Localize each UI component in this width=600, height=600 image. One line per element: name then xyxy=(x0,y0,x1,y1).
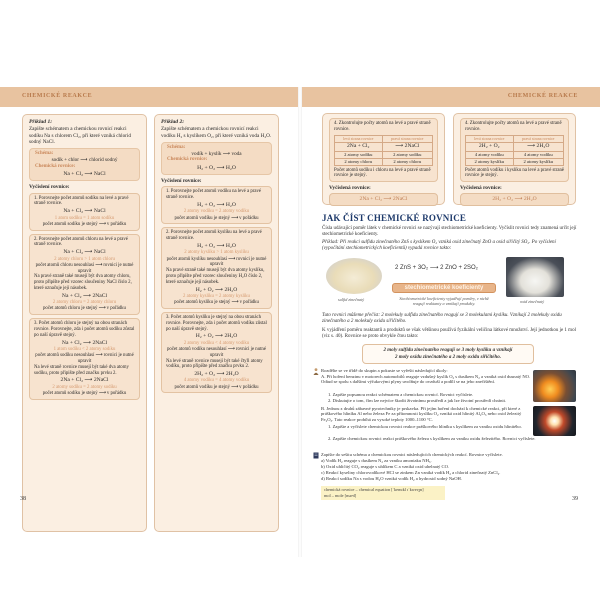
example-2-step-4-card xyxy=(453,113,576,205)
engine-fire-photo xyxy=(533,370,576,402)
mole-line-1: 2 moly sulfidu zinečnatého reagují se 3 moly kyslíku a vznikají xyxy=(383,348,513,353)
final-equation-label: Vyčíslená rovnice: xyxy=(460,185,502,192)
task-a: A. Při hoření benzinu v motorech automobilů reaguje vzdušný kyslík O₂ s dusíkem N₂ a vzniká oxid dusnatý NO. Odtud se spolu s dalšími výfukovými plyny uvolňuje do ovzduší a podílí se na jeho znečištění. xyxy=(321,374,531,385)
section-heading: JAK ČÍST CHEMICKÉ ROVNICE xyxy=(322,213,467,223)
page-number-right: 39 xyxy=(572,496,578,502)
final-equation: 2H₂ + O₂ ⟶ 2H₂O xyxy=(460,193,569,205)
eq-left: 2H₂ + O₂ xyxy=(466,142,514,151)
step-4-box xyxy=(329,118,438,182)
task-b-2: 2. Zapište chemickou rovnici reakci práškového železa s kyslíkem za vzniku oxidu železitého. Rovnici vyčíslete. xyxy=(328,436,536,441)
step-result: počet atomů sodíku je stejný ⟶ v pořádku xyxy=(42,221,127,227)
step-fix: Na pravé straně také musejí být dva atomy chloru, proto připište před vzorec sloučeniny NaCl číslo 2, které označuje její násobek. xyxy=(34,274,132,292)
step-4-conclusion: Počet atomů vodíku i kyslíku na levé a pravé straně rovnice je stejný. xyxy=(465,167,564,179)
task-a-2: 2. Diskutujte o tom, čím lze nejvíce škodit životnímu prostředí a jak lze životní prostředí chránit. xyxy=(328,398,507,403)
table-cell: 2 atomy kyslíku xyxy=(466,158,514,165)
step-fix: Na pravé straně také musejí být dva atomy kyslíku, proto připište před vzorec sloučeniny H₂O číslo 2, které označuje její násobek. xyxy=(166,268,265,285)
example-2-scheme-box xyxy=(161,142,272,175)
step-equation-2: 2H₂ + O₂ ⟶ 2H₂O xyxy=(194,371,239,378)
final-equation: 2Na + Cl₂ ⟶ 2NaCl xyxy=(329,193,438,205)
write-task-intro: Zapište do sešitu schéma a chemickou rovnici následujících chemických reakcí. Rovnice vyčíslete. xyxy=(321,452,503,457)
chapter-title-right: CHEMICKÉ REAKCE xyxy=(507,93,578,99)
step-result: počet atomů sodíku nesouhlasí ⟶ rovnici je nutné upravit xyxy=(35,353,134,364)
step-equation: Na + Cl₂ ⟶ 2NaCl xyxy=(61,339,108,346)
example-1-title: Příklad 1: xyxy=(29,119,53,125)
table-cell: 2 atomy chloru xyxy=(382,158,433,165)
mole-reading-box xyxy=(362,344,534,364)
step-2 xyxy=(29,234,140,316)
write-task-d: d) Reakcí sodíku Na s vodou H₂O vzniká vodík H₂ a hydroxid sodný NaOH. xyxy=(321,476,462,481)
eq-right: ⟶ 2NaCl xyxy=(382,142,433,151)
example-1-scheme-box xyxy=(29,148,140,181)
balancing-heading: Vyčíslení rovnice: xyxy=(161,178,202,185)
task-b-1: 1. Zapište a vyčíslete chemickou rovnici reakce práškového hliníku s kyslíkem za vzniku oxidu hlinitého. xyxy=(328,424,522,429)
equation-label: Chemická rovnice: xyxy=(35,163,76,169)
example-1-step-4-card xyxy=(322,113,445,205)
table-cell: 4 atomy vodíku xyxy=(513,151,564,158)
table-cell: 2 atomy sodíku xyxy=(335,151,383,158)
equation-text: H₂ + O₂ ⟶ H₂O xyxy=(197,164,236,171)
zinc-sulfide-photo xyxy=(326,258,382,294)
vocab-entry: mol – mole [məʊl] xyxy=(324,493,357,498)
final-equation-label: Vyčíslená rovnice: xyxy=(329,185,371,192)
step-compare: 1 atom sodíku < 2 atomy sodíku xyxy=(53,346,116,352)
col-left-header: levá strana rovnice xyxy=(466,135,514,142)
step-2 xyxy=(161,227,272,309)
step-text: 1. Porovnejte počet atomů sodíku na levé a pravé straně rovnice. xyxy=(34,195,129,207)
zinc-oxide-photo xyxy=(506,257,564,297)
col-right-header: pravá strana rovnice xyxy=(513,135,564,142)
step-result-2: počet atomů vodíku je stejný ⟶ v pořádku xyxy=(174,384,259,390)
coefficients-caption: Stechiometrické koeficienty vyjadřují poměry, v nichž reagují reaktanty a vznikají produkty. xyxy=(399,296,489,306)
atom-count-table xyxy=(334,135,433,166)
balancing-heading: Vyčíslení rovnice: xyxy=(29,184,70,191)
step-result: počet atomů chloru nesouhlasí ⟶ rovnici je nutné upravit xyxy=(35,262,134,274)
example-2-card xyxy=(154,114,279,532)
step-compare-2: 2 atomy kyslíku = 2 atomy kyslíku xyxy=(183,293,250,299)
step-equation: Na + Cl₂ ⟶ NaCl xyxy=(63,249,106,256)
step-equation: H₂ + O₂ ⟶ 2H₂O xyxy=(195,333,238,340)
eq-left: 2Na + Cl₂ xyxy=(335,142,383,151)
scheme-label: Schéma: xyxy=(167,144,186,150)
write-task-a: a) Vodík H₂ reaguje s dusíkem N₂ za vzniku amoniaku NH₃. xyxy=(321,458,432,463)
group-work-icon xyxy=(313,368,319,375)
chapter-title-left: CHEMICKÉ REAKCE xyxy=(22,93,93,99)
reading-interpretation: Tuto rovnici můžeme přečíst: 2 molekuly sulfidu zinečnatého reagují se 3 molekulami kyslíku. Vznikají 2 molekuly oxidu zinečnatého a 2 molekuly oxidu siřičitého. xyxy=(322,313,562,325)
step-equation: Na + Cl₂ ⟶ NaCl xyxy=(63,208,106,215)
step-3 xyxy=(29,318,140,400)
table-cell: 2 atomy chloru xyxy=(335,158,383,165)
step-result-2: počet atomů sodíku je stejný ⟶ v pořádku xyxy=(42,390,127,396)
example-1-task: Zapište schématem a chemickou rovnicí reakci sodíku Na s chlorem Cl₂, při které vzniká chlorid sodný NaCl. xyxy=(29,126,131,145)
step-compare: 2 atomy kyslíku > 1 atom kyslíku xyxy=(184,250,249,256)
step-equation: H₂ + O₂ ⟶ H₂O xyxy=(197,201,236,208)
step-equation-2: 2Na + Cl₂ ⟶ 2NaCl xyxy=(60,377,109,384)
sparkler-photo xyxy=(533,406,576,436)
step-equation-2: Na + Cl₂ ⟶ 2NaCl xyxy=(61,292,108,299)
step-result: počet atomů kyslíku nesouhlasí ⟶ rovnici je nutné upravit xyxy=(166,256,267,268)
step-text: 3. Počet atomů chloru je stejný na obou stranách rovnice. Porovnejte, zda i počet atomů sodíku zůstal po naší úpravě stejný. xyxy=(34,321,135,338)
step-3 xyxy=(161,312,272,394)
table-cell: 2 atomy sodíku xyxy=(382,151,433,158)
step-compare: 2 atomy vodíku = 2 atomy vodíku xyxy=(183,209,250,215)
reading-intro: Čísla udávající poměr látek v chemické rovnici se nazývají stechiometrické koeficienty. Vyčíslit rovnici tedy znamená určit její stechiometrické koeficienty. xyxy=(322,226,577,238)
task-a-1: 1. Zapište popsanou reakci schématem a chemickou rovnicí. Rovnici vyčíslete. xyxy=(328,392,474,397)
step-4-box xyxy=(460,118,569,182)
step-compare: 1 atom sodíku = 1 atom sodíku xyxy=(54,215,115,221)
step-4-text: 4. Zkontrolujte počty atomů na levé a pravé straně rovnice. xyxy=(465,121,562,132)
mole-line-2: 2 moly oxidu zinečnatého a 2 moly oxidu siřičitého. xyxy=(395,355,501,360)
step-4-conclusion: Počet atomů sodíku i chloru na levé a pravé straně rovnice je stejný. xyxy=(334,167,431,179)
step-text: 1. Porovnejte počet atomů vodíku na levé a pravé straně rovnice. xyxy=(166,189,261,201)
equation-text: Na + Cl₂ ⟶ NaCl xyxy=(63,171,106,178)
zinc-sulfide-caption: sulfid zinečnatý xyxy=(338,297,365,302)
reading-example: Příklad: Při reakci sulfidu zinečnatého ZnS s kyslíkem O₂ vzniká oxid zinečnatý ZnO a oxid siřičitý SO₂. Po vyčíslení (vypočítání stechiometrických koeficientů) vypadá rovnice takto: xyxy=(322,240,556,252)
step-1 xyxy=(161,186,272,224)
step-result-2: počet atomů kyslíku je stejný ⟶ v pořádku xyxy=(174,300,259,306)
step-compare-2: 2 atomy chloru = 2 atomy chloru xyxy=(52,300,117,306)
coefficients-label: stechiometrické koeficienty xyxy=(392,283,496,293)
atom-count-table xyxy=(465,135,564,166)
page-number-left: 38 xyxy=(20,496,26,502)
write-task-b: b) Oxid uhličitý CO₂ reaguje s uhlíkem C a vzniká oxid uhelnatý CO. xyxy=(321,464,450,469)
step-1 xyxy=(29,193,140,231)
eq-right: ⟶ 2H₂O xyxy=(513,142,564,151)
scheme-text: sodík + chlor ⟶ chlorid sodný xyxy=(51,157,118,164)
step-compare: 2 atomy vodíku < 4 atomy vodíku xyxy=(183,340,250,346)
page-spine xyxy=(298,87,302,557)
step-result-2: počet atomů chloru je stejný ⟶ v pořádku xyxy=(43,306,126,312)
zinc-oxide-caption: oxid zinečnatý xyxy=(520,299,545,304)
table-cell: 4 atomy vodíku xyxy=(466,151,514,158)
step-compare: 2 atomy chloru > 1 atom chloru xyxy=(54,256,115,262)
stoichiometry-equation: 2 ZnS + 3O₂ ⟶ 2 ZnO + 2SO₂ xyxy=(395,265,478,271)
example-1-card xyxy=(22,114,147,532)
task-b: B. Jednou z druhů zábavné pyrotechniky je prskavka. Při jejím hoření dochází k chemické reakci, při které z práškového hliníku Al nebo železa Fe za přítomnosti kyslíku O₂ vzniká oxid hlinitý Al₂O₃ nebo oxid železitý Fe₂O₃. Tato reakce probíhá za vysoké teploty 1000–1100 °C. xyxy=(321,406,522,422)
equation-label: Chemická rovnice: xyxy=(167,157,208,163)
group-task-intro: Rozdělte se ve třídě do skupin a pokuste se vyřešit následující úkoly: xyxy=(321,368,448,373)
step-fix: Na levé straně rovnice musejí být také dva atomy sodíku, proto připište před značku prvku 2. xyxy=(34,364,129,376)
step-compare-2: 4 atomy vodíku = 4 atomy vodíku xyxy=(183,378,250,384)
step-4-text: 4. Zkontrolujte počty atomů na levé a pravé straně rovnice. xyxy=(334,121,431,132)
vocabulary-box xyxy=(321,486,445,500)
scheme-text: vodík + kyslík ⟶ voda xyxy=(191,151,242,158)
example-2-title: Příklad 2: xyxy=(161,119,185,125)
table-cell: 2 atomy kyslíku xyxy=(513,158,564,165)
example-2-task: Zapište schématem a chemickou rovnicí reakci vodíku H₂ s kyslíkem O₂, při které vzniká voda H₂O. xyxy=(161,126,272,139)
step-equation-2: H₂ + O₂ ⟶ 2H₂O xyxy=(195,286,238,293)
col-left-header: levá strana rovnice xyxy=(335,135,383,142)
write-task-c: c) Reakcí kyseliny chlorovodíkové HCl se zinkem Zn vzniká vodík H₂ a chlorid zinečnatý ZnCl₂. xyxy=(321,470,501,475)
vocab-entry: chemická rovnice – chemical equation [ˈkemɪkl ɪˈkweɪʒn] xyxy=(324,487,424,492)
step-fix: Na levé straně rovnice musejí být také čtyři atomy vodíku, proto připište před značku prvku 2. xyxy=(166,358,263,370)
scheme-label: Schéma: xyxy=(35,151,54,157)
step-equation: H₂ + O₂ ⟶ H₂O xyxy=(197,242,236,249)
notebook-icon xyxy=(313,452,319,459)
step-text: 2. Porovnejte počet atomů chloru na levé a pravé straně rovnice. xyxy=(34,236,128,248)
step-text: 2. Porovnejte počet atomů kyslíku na levé a pravé straně rovnice. xyxy=(166,230,262,242)
col-right-header: pravá strana rovnice xyxy=(382,135,433,142)
step-result: počet atomů vodíku je stejný ⟶ v pořádku xyxy=(174,215,259,221)
step-text: 3. Počet atomů kyslíku je stejný na obou stranách rovnice. Porovnejte, zda i počet atomů vodíku zůstal po naší úpravě stejný. xyxy=(166,314,267,332)
step-result: počet atomů vodíku nesouhlasí ⟶ rovnici je nutné upravit xyxy=(167,346,266,358)
reading-mole-text: K vyjádření poměru reaktantů a produktů se však většinou používá fyzikální veličina látkové množství. Její jednotkou je 1 mol (viz s. 40). Rovnice se proto obvykle čtou takto: xyxy=(322,328,576,340)
step-compare-2: 2 atomy sodíku = 2 atomy sodíku xyxy=(52,384,117,390)
